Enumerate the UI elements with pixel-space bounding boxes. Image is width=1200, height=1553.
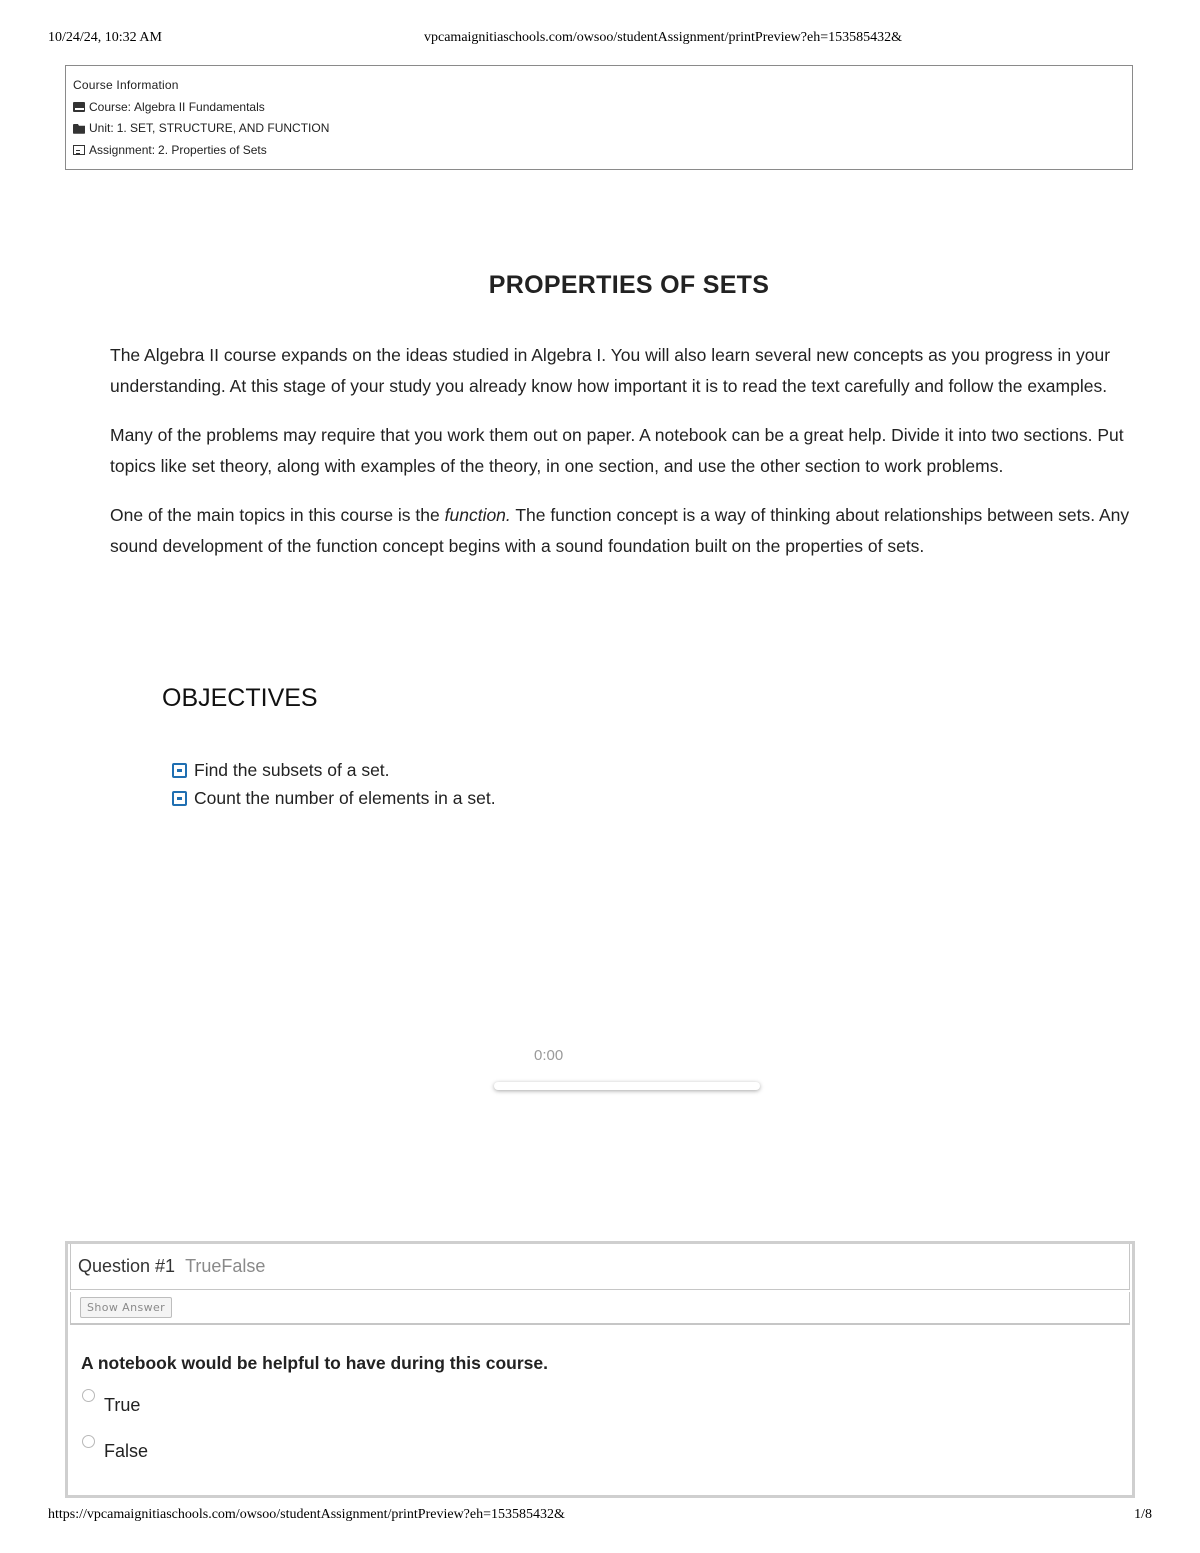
file-text-icon: [73, 145, 85, 155]
question-header: [70, 1244, 1130, 1290]
unit-row: [73, 118, 1125, 140]
function-emphasis: function.: [444, 505, 511, 525]
para3-after: The function concept is a way of thinking about relationships between sets. Any sound development of the function concept begins with a sound foundation built on the properties of sets.: [110, 505, 1130, 556]
radio-false[interactable]: [82, 1435, 95, 1448]
objective-text: Count the number of elements in a set.: [194, 788, 496, 808]
audio-progress-bar[interactable]: [494, 1082, 760, 1090]
assignment-label: Assignment:: [89, 142, 156, 157]
course-value: Algebra II Fundamentals: [134, 99, 265, 114]
course-info-heading: Course Information: [73, 78, 179, 92]
folder-open-icon: [73, 124, 85, 134]
course-row: [73, 97, 1125, 119]
option-label: False: [104, 1441, 149, 1461]
lesson-intro: [110, 340, 1140, 580]
option-label: True: [104, 1395, 141, 1415]
objectives-heading: OBJECTIVES: [162, 684, 318, 712]
question-number: Question #1: [78, 1256, 176, 1276]
option-true[interactable]: [82, 1388, 140, 1416]
objective-checkbox-icon: [172, 791, 187, 806]
para3-before: One of the main topics in this course is the: [110, 505, 445, 525]
objectives-list: [172, 756, 496, 812]
intro-paragraph: Many of the problems may require that you work them out on paper. A notebook can be a great help. Divide it into two sections. Put topics like set theory, along with examples of the theory, in one section, and use the other section to work problems.: [110, 425, 1124, 476]
objective-item: [172, 784, 496, 812]
question-type: TrueFalse: [185, 1256, 266, 1276]
course-label: Course:: [89, 99, 132, 114]
objective-text: Find the subsets of a set.: [194, 760, 390, 780]
print-footer-url: https://vpcamaignitiaschools.com/owsoo/studentAssignment/printPreview?eh=153585432&: [48, 1507, 565, 1522]
question-toolbar: [70, 1292, 1130, 1325]
unit-value: 1. SET, STRUCTURE, AND FUNCTION: [116, 121, 330, 135]
objective-item: [172, 756, 496, 784]
page-number: 1/8: [1134, 1507, 1152, 1522]
option-false[interactable]: [82, 1434, 148, 1462]
intro-paragraph-function: [110, 500, 1140, 562]
objective-checkbox-icon: [172, 763, 187, 778]
unit-label: Unit:: [89, 121, 114, 135]
radio-true[interactable]: [82, 1389, 95, 1402]
assignment-row: [73, 140, 1125, 162]
print-datetime: 10/24/24, 10:32 AM: [48, 30, 162, 45]
show-answer-button[interactable]: Show Answer: [80, 1297, 172, 1318]
lesson-title: PROPERTIES OF SETS: [488, 270, 770, 299]
audio-time: 0:00: [534, 1047, 564, 1064]
course-information-box: [65, 65, 1133, 170]
print-header-url: vpcamaignitiaschools.com/owsoo/studentAssignment/printPreview?eh=153585432&: [424, 30, 902, 45]
question-card: [65, 1241, 1135, 1498]
book-icon: [73, 102, 85, 112]
question-prompt: A notebook would be helpful to have during this course.: [81, 1353, 549, 1373]
assignment-value: 2. Properties of Sets: [158, 142, 267, 157]
intro-paragraph: The Algebra II course expands on the ideas studied in Algebra I. You will also learn several new concepts as you progress in your understanding. At this stage of your study you already know how important it is to read the text carefully and follow the examples.: [110, 345, 1111, 396]
